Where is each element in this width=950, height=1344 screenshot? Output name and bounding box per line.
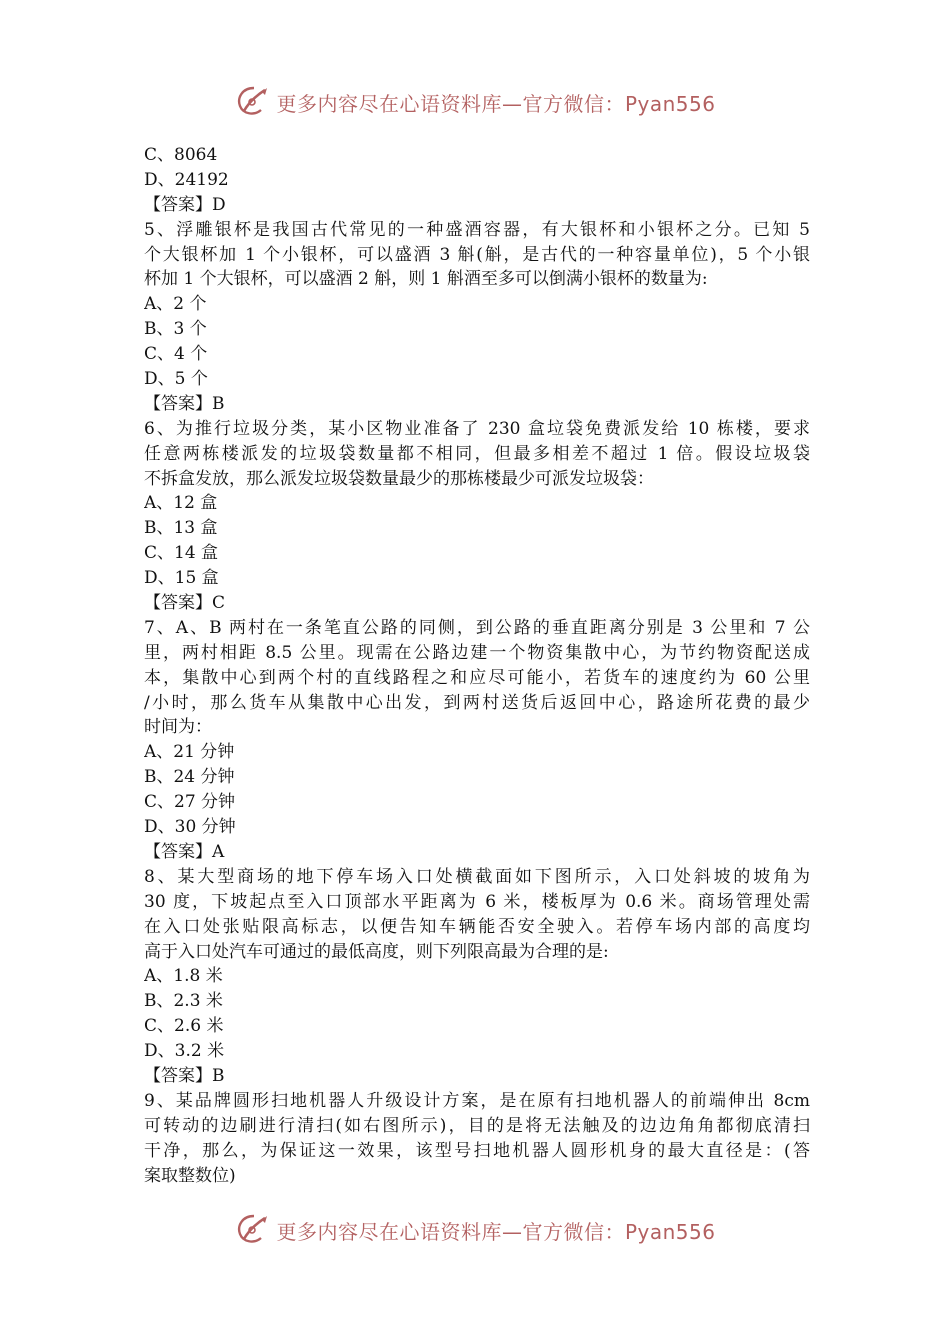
option-line: B、24 分钟 — [144, 767, 235, 788]
watermark-text: 更多内容尽在心语资料库—官方微信：Pyan556 — [276, 91, 716, 116]
question-7-line: 7、A、B 两村在一条笔直公路的同侧，到公路的垂直距离分别是 3 公里和 7 公 — [144, 617, 810, 638]
document-body — [144, 143, 810, 1188]
question-8-line: 30 度，下坡起点至入口顶部水平距离为 6 米，楼板厚为 0.6 米。商场管理处需 — [144, 891, 810, 912]
answer-line: 【答案】C — [144, 593, 226, 614]
option-line: A、21 分钟 — [144, 742, 235, 763]
watermark-text: 更多内容尽在心语资料库—官方微信：Pyan556 — [276, 1219, 716, 1244]
option-line: C、27 分钟 — [144, 792, 236, 813]
question-6-line: 不拆盒发放，那么派发垃圾袋数量最少的那栋楼最少可派发垃圾袋： — [144, 468, 654, 489]
option-line: D、3.2 米 — [144, 1041, 225, 1062]
option-line: B、2.3 米 — [144, 991, 223, 1012]
question-5-line: 5、浮雕银杯是我国古代常见的一种盛酒容器，有大银杯和小银杯之分。已知 5 — [144, 219, 810, 240]
answer-line: 【答案】B — [144, 1065, 225, 1086]
text-line: C、8064 — [144, 145, 218, 165]
option-line: D、5 个 — [144, 369, 208, 390]
question-9-line: 可转动的边刷进行清扫(如右图所示)，目的是将无法触及的边边角角都彻底清扫 — [144, 1115, 810, 1136]
option-line: C、4 个 — [144, 344, 208, 365]
question-7-line: 本，集散中心到两个村的直线路程之和应尽可能小，若货车的速度约为 60 公里 — [144, 667, 810, 688]
question-8-line: 在入口处张贴限高标志，以便告知车辆能否安全驶入。若停车场内部的高度均 — [144, 916, 810, 937]
question-9-line: 9、某品牌圆形扫地机器人升级设计方案，是在原有扫地机器人的前端伸出 8cm — [144, 1090, 810, 1111]
option-line: A、12 盒 — [144, 493, 218, 514]
watermark-banner-top — [0, 82, 950, 122]
option-line: C、2.6 米 — [144, 1016, 224, 1037]
question-8-line: 8、某大型商场的地下停车场入口处横截面如下图所示，入口处斜坡的坡角为 — [144, 866, 810, 887]
question-6-line: 6、为推行垃圾分类，某小区物业准备了 230 盒垃袋免费派发给 10 栋楼，要求 — [144, 418, 810, 439]
question-5-line: 杯加 1 个大银杯，可以盛酒 2 斛，则 1 斛酒至多可以倒满小银杯的数量为: — [144, 269, 708, 290]
question-7-line: 里，两村相距 8.5 公里。现需在公路边建一个物资集散中心，为节约物资配送成 — [144, 642, 810, 663]
pen-swirl-logo-icon — [234, 84, 270, 120]
answer-line: 【答案】B — [144, 393, 225, 414]
question-8-line: 高于入口处汽车可通过的最低高度，则下列限高最为合理的是: — [144, 941, 609, 962]
option-line: A、2 个 — [144, 294, 207, 315]
answer-line: 【答案】A — [144, 841, 225, 862]
answer-line: 【答案】D — [144, 194, 226, 215]
pen-swirl-logo-icon — [234, 1212, 270, 1248]
question-9-line: 案取整数位) — [144, 1165, 236, 1186]
question-7-line: /小时，那么货车从集散中心出发，到两村送货后返回中心，路途所花费的最少 — [144, 692, 810, 713]
option-line: B、3 个 — [144, 319, 207, 340]
option-line: C、14 盒 — [144, 543, 219, 564]
question-9-line: 干净，那么，为保证这一效果，该型号扫地机器人圆形机身的最大直径是：(答 — [144, 1140, 810, 1161]
option-line: B、13 盒 — [144, 518, 218, 539]
option-line: D、30 分钟 — [144, 817, 236, 838]
question-7-line: 时间为： — [144, 717, 212, 738]
option-line: A、1.8 米 — [144, 966, 223, 987]
question-5-line: 个大银杯加 1 个小银杯，可以盛酒 3 斛(斛，是古代的一种容量单位)，5 个小银 — [144, 244, 810, 265]
question-6-line: 任意两栋楼派发的垃圾袋数量都不相同，但最多相差不超过 1 倍。假设垃圾袋 — [144, 443, 810, 464]
text-line: D、24192 — [144, 169, 229, 190]
option-line: D、15 盒 — [144, 568, 219, 589]
watermark-banner-bottom — [0, 1210, 950, 1250]
